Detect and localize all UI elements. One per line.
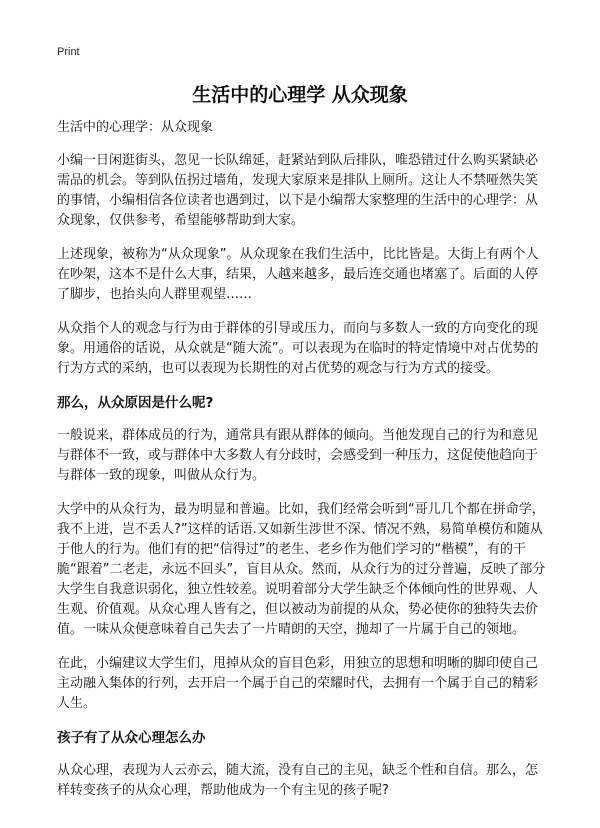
- article-title: 生活中的心理学 从众现象: [192, 84, 408, 106]
- intro-paragraph: 小编一日闲逛街头，忽见一长队绵延，赶紧站到队后排队，唯恐错过什么购买紧缺必需品的机会。等到队伍拐过墙角，发现大家原来是排队上厕所。这让人不禁哑然失笑的事情，小编相信各位读者也遇到过，以下是小编帮大家整理的生活中的心理学：从众现象，仅供参考，希望能够帮助到大家。: [57, 153, 539, 228]
- section-heading-children: 孩子有了从众心理怎么办: [57, 730, 206, 746]
- definition-paragraph: 从众指个人的观念与行为由于群体的引导或压力，而向与多数人一致的方向变化的现象。用通俗的话说，从众就是“随大流”。可以表现为在临时的特定情境中对占优势的行为方式的采纳，也可以表现为长期性的对占优势的观念与行为方式的接受。: [57, 321, 539, 376]
- article-subtitle: 生活中的心理学：从众现象: [57, 120, 214, 135]
- causes-paragraph: 一般说来，群体成员的行为，通常具有跟从群体的倾向。当他发现自己的行为和意见与群体不一致，或与群体中大多数人有分歧时，会感受到一种压力，这促使他趋向于与群体一致的现象，叫做从众行为。: [57, 428, 539, 483]
- children-paragraph: 从众心理，表现为人云亦云，随大流，没有自己的主见，缺乏个性和自信。那么，怎样转变孩子的从众心理，帮助他成为一个有主见的孩子呢?: [57, 763, 539, 798]
- advice-paragraph: 在此，小编建议大学生们，甩掉从众的盲目色彩，用独立的思想和明晰的脚印使自己主动融入集体的行列，去开启一个属于自己的荣耀时代，去拥有一个属于自己的精彩人生。: [57, 656, 539, 711]
- college-paragraph: 大学中的从众行为，最为明显和普遍。比如，我们经常会听到“哥儿几个都在拼命学，我不上进，岂不丢人?”这样的话语.又如新生涉世不深、情况不熟，易简单模仿和随从于他人的行为。他们有的把“信得过”的老生、老乡作为他们学习的“楷模”，有的干脆“跟着”二老走，永远不回头”，盲目从众。然而，从众行为的过分普遍，反映了部分大学生自我意识弱化，独立性较差。说明着部分大学生缺乏个体倾向性的世界观、人生观、价值观。从众心理人皆有之，但以被动为前提的从众，势必使你的独特失去价值。一味从众便意味着自己失去了一片晴朗的天空，抛却了一片属于自己的领地。: [57, 502, 546, 637]
- section-heading-causes: 那么，从众原因是什么呢?: [57, 395, 214, 411]
- phenomenon-paragraph: 上述现象，被称为“从众现象”。从众现象在我们生活中，比比皆是。大街上有两个人在吵架，这本不是什么大事，结果，人越来越多，最后连交通也堵塞了。后面的人停了脚步，也抬头向人群里观望……: [57, 247, 539, 302]
- print-link[interactable]: Print: [57, 46, 80, 58]
- article-body: [57, 118, 550, 815]
